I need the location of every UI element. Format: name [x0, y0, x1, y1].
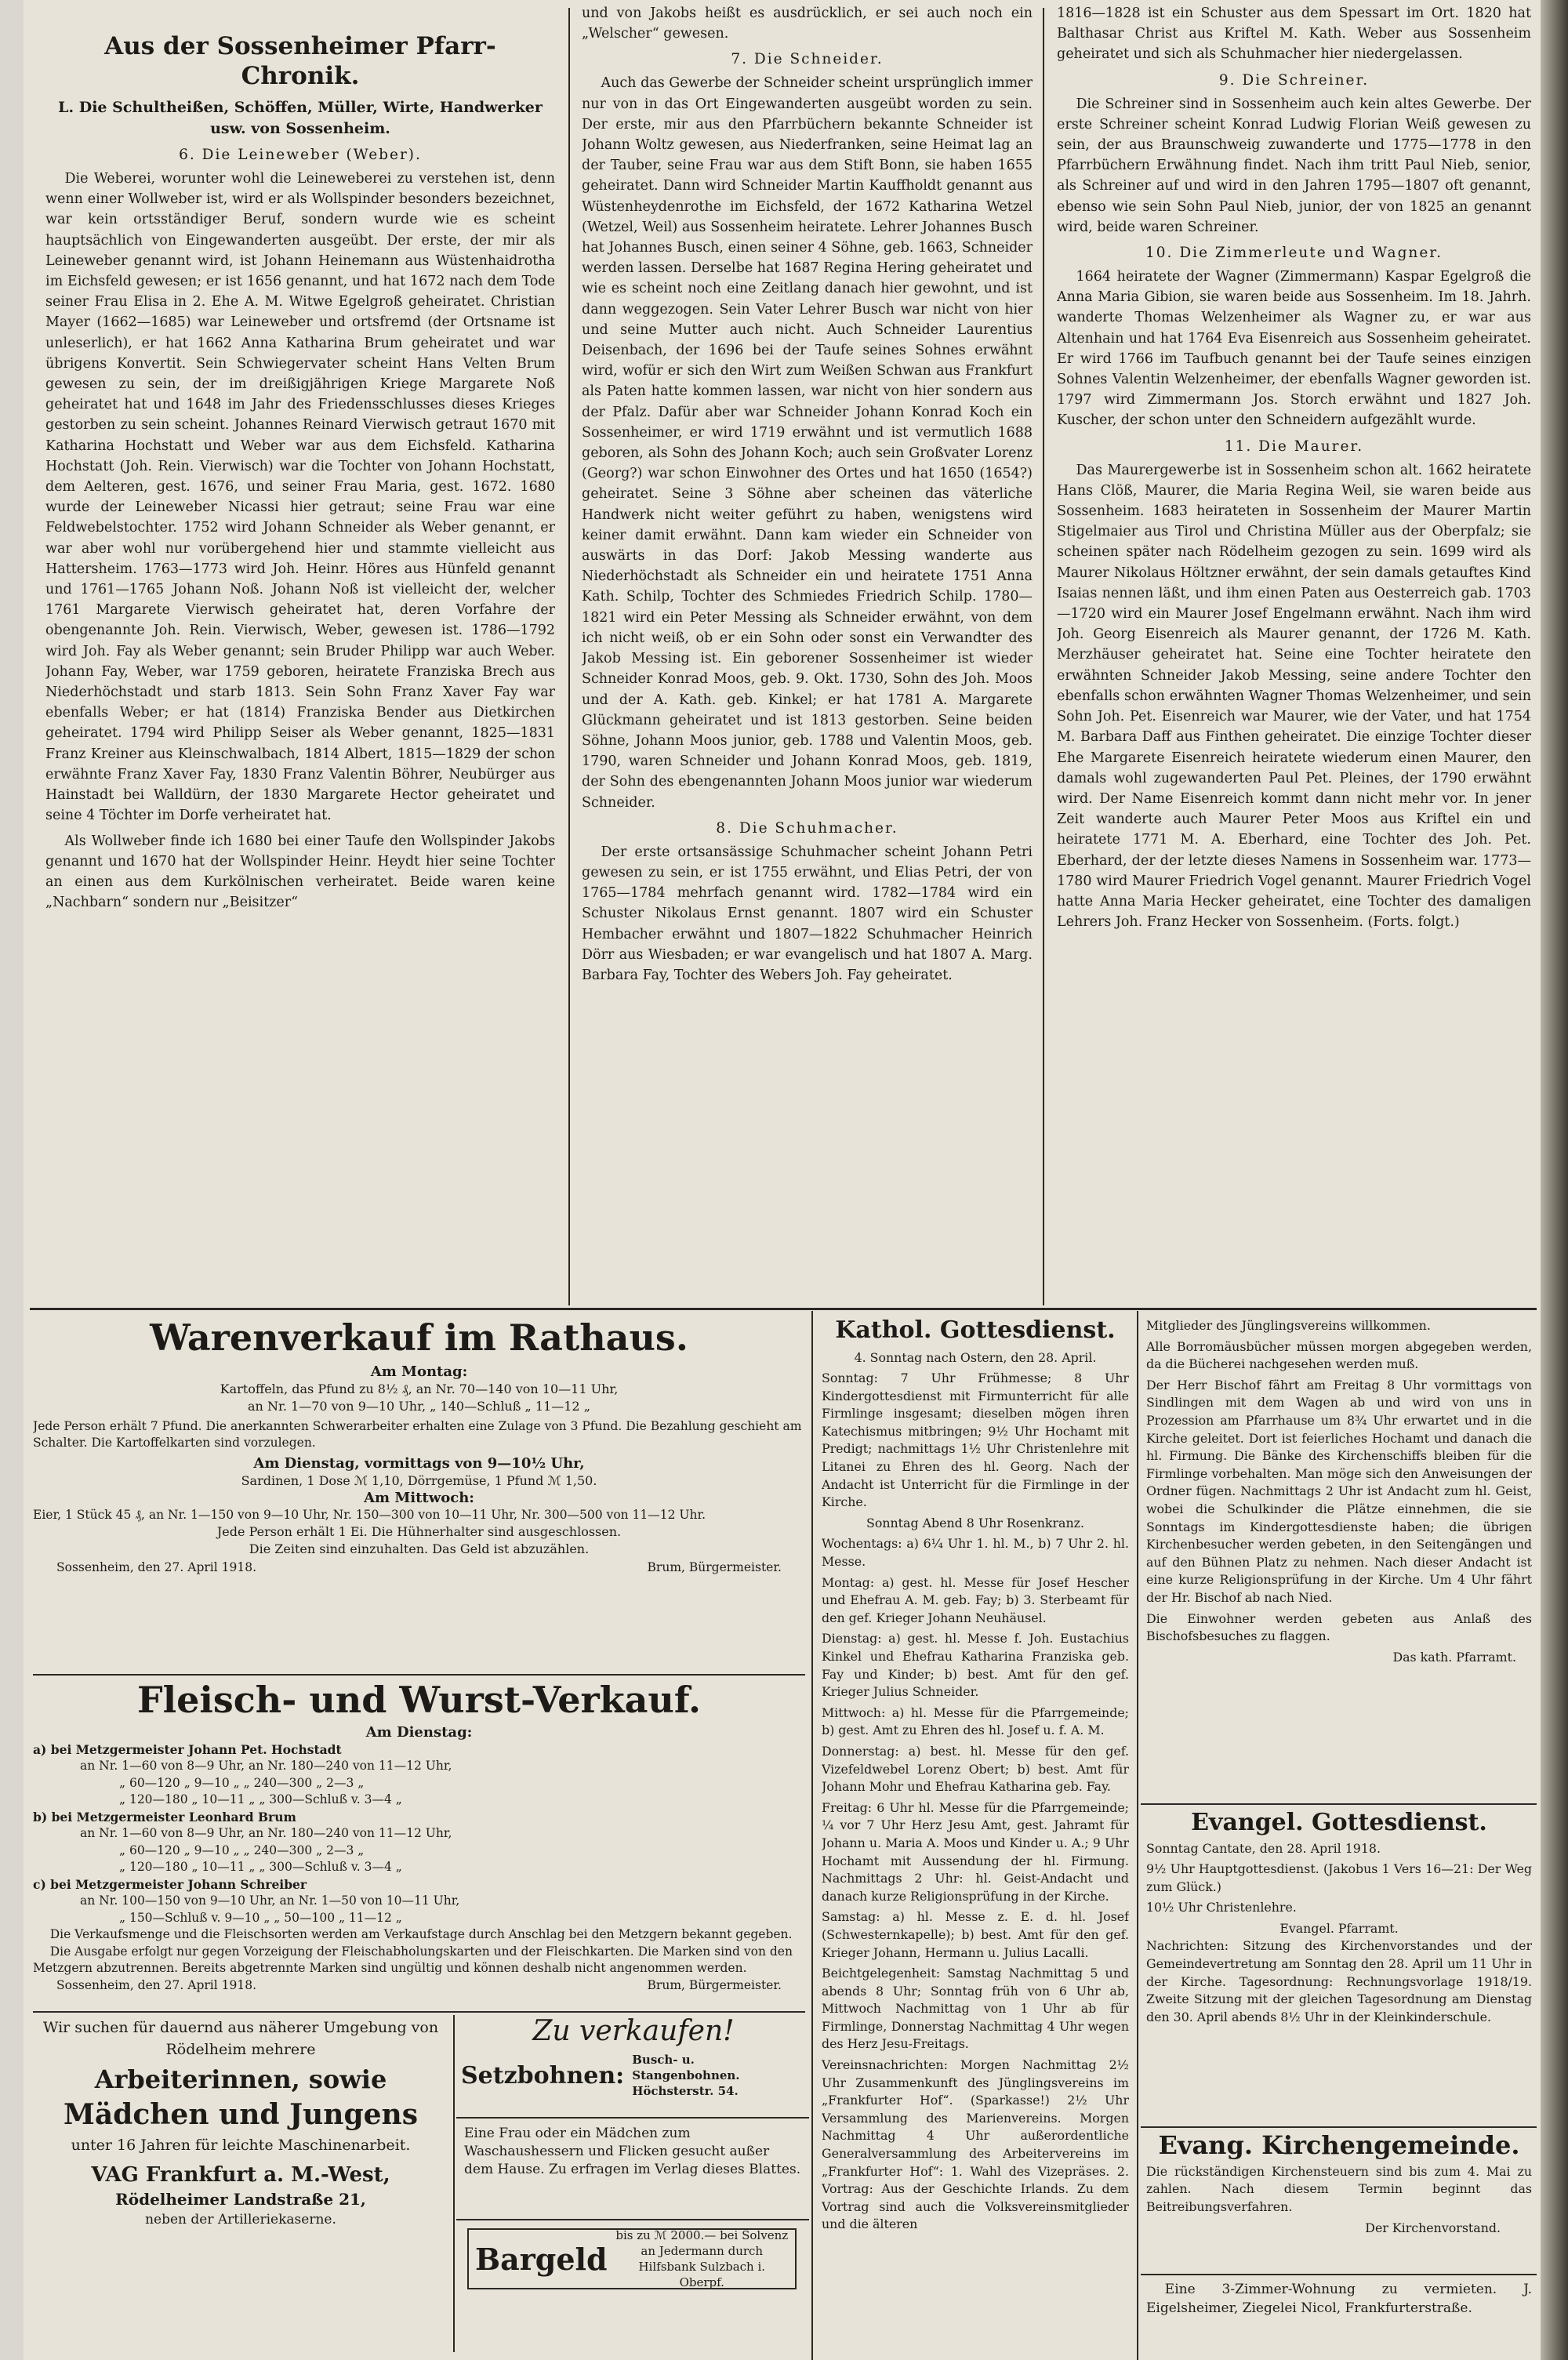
service-line: Wochentags: a) 6¼ Uhr 1. hl. M., b) 7 Uhr 2. hl. Messe. — [822, 1536, 1129, 1570]
column-rule — [568, 8, 570, 1305]
ad-headline: Bargeld — [475, 2241, 608, 2277]
ad-bohnen-row — [461, 2052, 806, 2099]
service-line: 10½ Uhr Christenlehre. — [1146, 1900, 1297, 1915]
ad-wohnung — [1146, 2280, 1532, 2355]
ad-line: „ 60—120 „ 9—10 „ „ 240—300 „ 2—3 „ — [119, 1775, 365, 1790]
ad-line: an Nr. 1—70 von 9—10 Uhr, „ 140—Schluß „ 11—12 „ — [248, 1398, 590, 1414]
ad-date: Sossenheim, den 27. April 1918. — [56, 1560, 257, 1575]
ad-warenverkauf — [33, 1317, 805, 1670]
ad-item: Setzbohnen: — [461, 2061, 625, 2090]
ad-line: Kartoffeln, das Pfund zu 8½ ₰, an Nr. 70—140 von 10—11 Uhr, — [220, 1381, 619, 1396]
ad-company: VAG Frankfurt a. M.-West, — [91, 2163, 390, 2188]
paragraph: Das Maurergewerbe ist in Sossenheim schon alt. 1662 heiratete Hans Clöß, Maurer, die Maria Regina Weil, sie waren beide aus Sossenheim. 1683 heirateten in Sossenheim der Maurer Martin Stigelmaier aus Tirol und Christina Müller aus der Oberpfalz; sie scheinen später nach Rödelheim gezogen zu sein. 1699 wird als Maurer Nikolaus Höltzner erwähnt, der sein damals getauftes Kind Isaias nennen läßt, und ihm einen Paten aus Oesterreich gab. 1703—1720 wird ein Maurer Josef Engelmann erwähnt. Nach ihm wird Joh. Georg Eisenreich als Maurer genannt, der 1726 M. Kath. Merzhäuser geheiratet hat. Seine eine Tochter heiratete den erwähnten Schneider Jakob Messing, seine andere Tochter den ebenfalls schon erwähnten Wagner Thomas Welzenheimer, und sein Sohn Joh. Pet. Eisenreich war Maurer, wie der Vater, und hat 1754 M. Barbara Daff aus Finthen geheiratet. Die einzige Tochter dieser Ehe Margarete Eisenreich heiratete wiederum einen Maurer, den damals wohl zugewanderten Paul Pet. Pleines, der 1790 erwähnt wird. Der Name Eisenreich kommt dann nicht mehr vor. In jener Zeit wanderte auch Maurer Peter Moos aus Kriftel ein und heiratete 1771 M. A. Eberhard, eine Tochter des Joh. Pet. Eberhard, der der letzte dieses Namens in Sossenheim war. 1773—1780 wird Maurer Friedrich Vogel genannt. Maurer Friedrich Vogel hatte Anna Maria Hecker geheiratet, eine Tochter des damaligen Lehrers Joh. Franz Hecker von Sossenheim. (Forts. folgt.) — [1057, 462, 1531, 931]
ad-text: Eine Frau oder ein Mädchen zum Waschaushessern und Flicken gesucht außer dem Hause. Zu erfragen im Verlag dieses Blattes. — [464, 2126, 801, 2177]
service-line: Nachrichten: Sitzung des Kirchenvorstandes und der Gemeindevertretung am Sonntag den 28. April um 11 Uhr in der Kirche. Tagesordnung: Rechnungsvorlage 1918/19. Zweite Sitzung mit der gleichen Tagesordnung am Dienstag den 30. April abends 8½ Uhr in der Kleinkinderschule. — [1146, 1938, 1532, 2024]
evang-gottesdienst — [1146, 1810, 1532, 2123]
ad-line: Jede Person erhält 1 Ei. Die Hühnerhalter sind ausgeschlossen. — [216, 1524, 622, 1540]
ad-note: Die Verkaufsmenge und die Fleischsorten werden am Verkaufstage durch Anschlag bei den Metzgern bekannt gegeben. — [49, 1927, 793, 1942]
ad-line: „ 60—120 „ 9—10 „ „ 240—300 „ 2—3 „ — [119, 1843, 365, 1857]
ad-line: neben der Artilleriekaserne. — [145, 2212, 336, 2228]
service-line: Vereinsnachrichten: Morgen Nachmittag 2½ Uhr Zusammenkunft des Jünglingsvereins im „Frankfurter Hof“. (Sparkasse!) 2½ Uhr Versammlung des Marienvereins. Morgen Nachmittag 4 Uhr außerordentliche Generalversammlung des Arbeitervereins im „Frankfurter Hof“: 1. Wahl des Vizepräses. 2. Vortrag: Aus der Geschichte Irlands. Zu dem Vortrag sind auch die Volksvereinsmitglieder und die älteren — [822, 2057, 1129, 2232]
column-rule — [1137, 1311, 1138, 2360]
evang-kirchengemeinde — [1146, 2131, 1532, 2272]
ad-butcher: a) bei Metzgermeister Johann Pet. Hochstadt — [33, 1741, 342, 1757]
service-line: Mitglieder des Jünglingsvereins willkommen. — [1146, 1318, 1431, 1333]
paragraph: 1664 heiratete der Wagner (Zimmermann) Kaspar Egelgroß die Anna Maria Gibion, sie waren beide aus Sossenheim. Im 18. Jahrh. wanderte Thomas Welzenheimer als Wagner zu, er war aus Altenhain und hat 1764 Eva Eisenreich aus Sossenheim geheiratet. Er wird 1766 im Taufbuch genannt bei der Taufe seines einzigen Sohnes Valentin Welzenheimer, der ebenfalls Wagner geworden ist. 1797 wird Zimmermann Jos. Storch erwähnt und 1827 Joh. Kuscher, der schon unter den Schneidern aufgezählt wurde. — [1057, 269, 1531, 429]
section-heading: 9. Die Schreiner. — [1218, 71, 1370, 89]
service-line: Mittwoch: a) hl. Messe für die Pfarrgemeinde; b) gest. Amt zu Ehren des hl. Josef u. f. A. M. — [822, 1705, 1129, 1738]
ad-headline: Zu verkaufen! — [532, 2015, 735, 2047]
section-title: Evang. Kirchengemeinde. — [1158, 2131, 1520, 2160]
ad-headline: Mädchen und Jungens — [63, 2097, 418, 2131]
ad-butcher: b) bei Metzgermeister Leonhard Brum — [33, 1809, 296, 1824]
ad-line: an Nr. 1—60 von 8—9 Uhr, an Nr. 180—240 von 11—12 Uhr, — [80, 1826, 452, 1841]
ad-headline: Arbeiterinnen, sowie — [94, 2064, 387, 2094]
ad-line: Eier, 1 Stück 45 ₰, an Nr. 1—150 von 9—10 Uhr, Nr. 150—300 von 10—11 Uhr, Nr. 300—500 von 11—12 Uhr. — [33, 1507, 706, 1522]
section-title: Kathol. Gottesdienst. — [835, 1317, 1116, 1344]
kath-gottesdienst-continued — [1146, 1317, 1532, 1799]
kath-gottesdienst — [822, 1317, 1129, 2356]
ad-note: Jede Person erhält 7 Pfund. Die anerkannten Schwerarbeiter erhalten eine Zulage von 3 Pfund. Die Bezahlung geschieht am Schalter. Die Kartoffelkarten sind vorzulegen. — [33, 1418, 802, 1450]
ad-zu-verkaufen — [461, 2015, 806, 2109]
chronicle-column-2 — [582, 3, 1033, 1305]
ad-line: unter 16 Jahren für leichte Maschinenarbeit. — [71, 2137, 411, 2155]
service-line: Beichtgelegenheit: Samstag Nachmittag 5 und abends 8 Uhr; Sonntag früh von 6 Uhr ab, Mittwoch Nachmittag von 1 Uhr ab für Firmlinge, Donnerstag Nachmittag 4 Uhr wegen des Herz Jesu-Freitags. — [822, 1966, 1129, 2052]
section-divider — [30, 1308, 1537, 1310]
article-title: Aus der Sossenheimer Pfarr-Chronik. — [104, 32, 496, 90]
service-line: Die Einwohner werden gebeten aus Anlaß des Bischofsbesuches zu flaggen. — [1146, 1610, 1532, 1644]
service-line: 4. Sonntag nach Ostern, den 28. April. — [854, 1349, 1097, 1365]
paragraph: Der erste ortsansässige Schuhmacher scheint Johann Petri gewesen zu sein, er ist 1755 erwähnt, und Elias Petri, der von 1765—1784 mehrfach genannt wird. 1782—1784 wird ein Schuster Nikolaus Ernst genannt. 1807 wird ein Schuster Hembacher erwähnt und 1807—1822 Schuhmacher Heinrich Dörr aus Wiesbaden; er war evangelisch und hat 1807 A. Marg. Barbara Fay, Tochter des Webers Joh. Fay geheiratet. — [582, 844, 1033, 983]
paragraph: Als Wollweber finde ich 1680 bei einer Taufe den Wollspinder Jakobs genannt und 1670 hat der Wollspinder Heinr. Heydt hier seine Tochter an einen aus dem Kurkölnischen verheiratet. Beide waren keine „Nachbarn“ sondern nur „Beisitzer“ — [45, 833, 555, 911]
section-heading: 10. Die Zimmerleute und Wagner. — [1145, 245, 1443, 262]
section-title: Evangel. Gottesdienst. — [1191, 1810, 1487, 1836]
column-rule — [811, 1311, 813, 2360]
ad-frau-gesucht — [464, 2125, 801, 2219]
ad-date: Sossenheim, den 27. April 1918. — [56, 1977, 257, 1992]
signature: Der Kirchenvorstand. — [1365, 2220, 1501, 2235]
service-line: Sonntag: 7 Uhr Frühmesse; 8 Uhr Kindergottesdienst mit Firmunterricht für alle Firmlinge insgesamt; dieselben mögen ihren Katechismus mitbringen; 9½ Uhr Hochamt mit Predigt; nachmittags 1½ Uhr Christenlehre mit Litanei zu Ehren des hl. Georg. Nach der Andacht ist Unterricht für die Firmlinge in der Kirche. — [822, 1371, 1129, 1510]
ad-item-detail: Busch- u. Stangenbohnen. Höchsterstr. 54. — [632, 2053, 740, 2099]
ad-line: Sardinen, 1 Dose ℳ 1,10, Dörrgemüse, 1 Pfund ℳ 1,50. — [241, 1472, 597, 1488]
ad-divider — [456, 2117, 809, 2119]
ad-title: Warenverkauf im Rathaus. — [150, 1317, 688, 1359]
page-fold-edge — [1541, 0, 1568, 2360]
ad-vag-jobs — [33, 2017, 448, 2346]
ad-divider — [1141, 2126, 1537, 2128]
ad-signer: Brum, Bürgermeister. — [647, 1977, 782, 1992]
paragraph: und von Jakobs heißt es ausdrücklich, er sei auch noch ein „Welscher“ gewesen. — [582, 5, 1033, 42]
ad-address: Rödelheimer Landstraße 21, — [115, 2190, 366, 2209]
signature: Das kath. Pfarramt. — [1392, 1649, 1516, 1665]
ad-line: „ 150—Schluß v. 9—10 „ „ 50—100 „ 11—12 „ — [119, 1910, 402, 1925]
section-heading: 7. Die Schneider. — [731, 51, 884, 68]
ad-divider — [453, 2015, 455, 2352]
ad-divider — [456, 2219, 809, 2220]
ad-divider — [33, 1674, 805, 1676]
paragraph: 1816—1828 ist ein Schuster aus dem Spessart im Ort. 1820 hat Balthasar Christ aus Kriftel M. Kath. Weber aus Sossenheim geheiratet und sich als Schuhmacher hier niedergelassen. — [1057, 5, 1531, 63]
section-heading: 6. Die Leineweber (Weber). — [179, 147, 422, 163]
paragraph: Auch das Gewerbe der Schneider scheint ursprünglich immer nur von in das Ort Eingewanderten ausgeübt worden zu sein. Der erste, mir aus den Pfarrbüchern bekannte Schneider ist Johann Woltz gewesen, aus Niederfranken, seine Heimat lag an der Tauber, seine Frau war aus dem Stift Bonn, sie haben 1655 geheiratet. Dann wird Schneider Martin Kauffholdt genannt aus Wüstenheydenrothe im Eichsfeld, der 1672 Katharina Wetzel (Wetzel, Weil) aus Sossenheim heiratete. Lehrer Johannes Busch hat Johannes Busch, einen seiner 4 Söhne, geb. 1663, Schneider werden lassen. Derselbe hat 1687 Regina Hering geheiratet und wie es scheint noch eine Zeitlang danach hier gewohnt, und ist dann weggezogen. Sein Vater Lehrer Busch war nicht von hier und seine Mutter auch nicht. Auch Schneider Laurentius Deisenbach, der 1696 bei der Taufe seines Sohnes erwähnt wird, wofür er sich den Wirt zum Weißen Schwan aus Frankfurt als Paten hatte kommen lassen, war nicht von hier sondern aus der Pfalz. Dafür aber war Schneider Johann Konrad Koch ein Sossenheimer, er wird 1719 erwähnt und ist vermutlich 1688 geboren, als Sohn des Johann Koch; auch sein Großvater Lorenz (Georg?) war schon Einwohner des Ortes und hat 1650 (1654?) geheiratet. Seine 3 Söhne aber scheinen das väterliche Handwerk nicht weiter geführt zu haben, wenigstens wird keiner damit erwähnt. Dann kam wieder ein Schneider von auswärts in das Dorf: Jakob Messing wanderte aus Niederhöchstadt als Schneider ein und heiratete 1751 Anna Kath. Schilp, Tochter des Schmiedes Friedrich Schilp. 1780—1821 wird ein Peter Messing als Schneider erwähnt, von dem ich nicht weiß, ob er ein Sohn oder sonst ein Verwandter des Jakob Messing ist. Ein geborener Sossenheimer ist wieder Schneider Konrad Moos, geb. 9. Okt. 1730, Sohn des Joh. Moos und der A. Kath. geb. Kinkel; er hat 1781 A. Margarete Glückmann geheiratet und ist 1813 gestorben. Seine beiden Söhne, Johann Moos junior, geb. 1788 und Valentin Moos, geb. 1790, waren Schneider und Johann Konrad Moos, geb. 1819, der Sohn des ebengenannten Johann Moos junior war wiederum Schneider. — [582, 75, 1033, 811]
article-subtitle: L. Die Schultheißen, Schöffen, Müller, Wirte, Handwerker usw. von Sossenheim. — [58, 99, 543, 137]
paragraph: Die Schreiner sind in Sossenheim auch kein altes Gewerbe. Der erste Schreiner scheint Konrad Ludwig Florian Weiß gewesen zu sein, der aus Braunschweig zuwanderte und 1775—1778 in den Pfarrbüchern Erwähnung findet. Nach ihm tritt Paul Nieb, senior, als Schreiner auf und wird in den Jahren 1795—1807 oft genannt, ebenso wie sein Sohn Paul Nieb, junior, der von 1825 an genannt wird, beide waren Schreiner. — [1057, 96, 1531, 235]
service-line: Alle Borromäusbücher müssen morgen abgegeben werden, da die Bücherei nachgesehen werden muß. — [1146, 1338, 1532, 1372]
service-line: Freitag: 6 Uhr hl. Messe für die Pfarrgemeinde; ¼ vor 7 Uhr Herz Jesu Amt, gest. Jahramt für Johann u. Maria A. Moos und Kinder u. A.; 9 Uhr Hochamt mit Aussendung der hl. Firmung. Nachmittags 2 Uhr: hl. Geist-Andacht und danach kurze Religionsprüfung in der Kirche. — [822, 1799, 1129, 1904]
ad-day-heading: Am Montag: — [370, 1363, 468, 1380]
notice-text: Eine 3-Zimmer-Wohnung zu vermieten. J. Eigelsheimer, Ziegelei Nicol, Frankfurterstraße. — [1146, 2282, 1532, 2316]
notice-text: Die rückständigen Kirchensteuern sind bis zum 4. Mai zu zahlen. Nach diesem Termin beginnt das Beitreibungsverfahren. — [1146, 2163, 1532, 2214]
section-heading: 11. Die Maurer. — [1224, 438, 1364, 455]
ad-fleisch-wurst — [33, 1679, 805, 2009]
ad-butcher: c) bei Metzgermeister Johann Schreiber — [33, 1876, 307, 1892]
service-line: Sonntag Cantate, den 28. April 1918. — [1146, 1840, 1381, 1856]
ad-line: Die Zeiten sind einzuhalten. Das Geld ist abzuzählen. — [249, 1541, 590, 1557]
ad-line: Wir suchen für dauernd aus näherer Umgebung von Rödelheim mehrere — [42, 2019, 439, 2058]
ad-signature — [33, 1558, 805, 1577]
ad-line: „ 120—180 „ 10—11 „ „ 300—Schluß v. 3—4 „ — [119, 1860, 402, 1875]
ad-divider — [1141, 1803, 1537, 1805]
service-line: 9½ Uhr Hauptgottesdienst. (Jakobus 1 Vers 16—21: Der Weg zum Glück.) — [1146, 1861, 1532, 1894]
service-line: Sonntag Abend 8 Uhr Rosenkranz. — [866, 1515, 1084, 1530]
ad-title: Fleisch- und Wurst-Verkauf. — [136, 1679, 702, 1721]
ad-signature — [33, 1977, 805, 1995]
ad-line: „ 120—180 „ 10—11 „ „ 300—Schluß v. 3—4 „ — [119, 1792, 402, 1807]
ad-day-heading: Am Dienstag, vormittags von 9—10½ Uhr, — [253, 1454, 585, 1472]
service-line: Montag: a) gest. hl. Messe für Josef Hescher und Ehefrau A. M. geb. Fay; b) 3. Sterbeamt für den gef. Krieger Johann Neuhäusel. — [822, 1574, 1129, 1625]
ad-line: an Nr. 1—60 von 8—9 Uhr, an Nr. 180—240 von 11—12 Uhr, — [80, 1759, 452, 1774]
ad-line: an Nr. 100—150 von 9—10 Uhr, an Nr. 1—50 von 10—11 Uhr, — [80, 1893, 460, 1908]
ad-divider — [1141, 2274, 1537, 2275]
service-line: Dienstag: a) gest. hl. Messe f. Joh. Eustachius Kinkel und Ehefrau Katharina Franziska geb. Fay und Kinder; b) best. Amt für den gef. Krieger Julius Schneider. — [822, 1631, 1129, 1700]
service-line: Samstag: a) hl. Messe z. E. d. hl. Josef (Schwesternkapelle); b) best. Amt für den gef. Krieger Johann, Hermann u. Julius Lacalli. — [822, 1909, 1129, 1960]
ad-day-heading: Am Dienstag: — [365, 1723, 473, 1741]
ad-note: Die Ausgabe erfolgt nur gegen Vorzeigung der Fleischabholungskarten und der Fleischkarten. Die Marken sind von den Metzgern abzutrennen. Bereits abgetrennte Marken sind ungültig und können deshalb nicht angenommen werden. — [33, 1944, 793, 1976]
ad-text: bis zu ℳ 2000.— bei Solvenz an Jedermann durch Hilfsbank Sulzbach i. Oberpf. — [615, 2228, 789, 2289]
service-line: Der Herr Bischof fährt am Freitag 8 Uhr vormittags von Sindlingen mit dem Wagen ab und wird von uns in Prozession am Pfarrhause um 8¾ Uhr erwartet und in die Kirche geleitet. Dort ist feierliches Hochamt und danach die hl. Firmung. Die Bänke des Kirchenschiffs bleiben für die Firmlinge vorbehalten. Man möge sich den Anweisungen der Ordner fügen. Nachmittags 2 Uhr ist Andacht zum hl. Geist, wobei die Schulkinder die Plätze einnehmen, die sie Sonntags im Kindergottesdienste haben; die übrigen Kirchenbesucher werden gebeten, in den Seitengängen und auf den Bühnen Platz zu nehmen. Nach dieser Andacht ist eine kurze Religionsprüfung in der Kirche. Um 4 Uhr fährt der Hr. Bischof ab nach Nied. — [1146, 1377, 1532, 1605]
ad-bargeld — [467, 2228, 797, 2289]
signature: Evangel. Pfarramt. — [1279, 1920, 1399, 1936]
service-line: Donnerstag: a) best. hl. Messe für den gef. Vizefeldwebel Lorenz Obert; b) best. Amt für Johann Mohr und Ehefrau Katharina geb. Fay. — [822, 1743, 1129, 1795]
section-heading: 8. Die Schuhmacher. — [716, 819, 898, 837]
chronicle-column-1 — [45, 31, 555, 1302]
chronicle-column-3 — [1057, 3, 1531, 1305]
ad-day-heading: Am Mittwoch: — [364, 1489, 474, 1506]
ad-signer: Brum, Bürgermeister. — [647, 1560, 782, 1575]
ad-divider — [33, 2011, 805, 2013]
newspaper-page — [24, 0, 1541, 2360]
paragraph: Die Weberei, worunter wohl die Leineweberei zu verstehen ist, denn wenn einer Wollweber ist, wird er als Wollspinder besonders bezeichnet, war kein ortsständiger Beruf, sondern wurde wie es scheint hauptsächlich von Eingewanderten ausgeübt. Der erste, der mir als Leineweber genannt wird, ist Johann Heinemann aus Wüstenhaidrotha im Eichsfeld gewesen; er ist 1656 genannt, und hat 1672 nach dem Tode seiner Frau Elisa in 2. Ehe A. M. Witwe Egelgroß geheiratet. Christian Mayer (1662—1685) war Leineweber und ortsfremd (der Ortsname ist unleserlich), er hat 1662 Anna Katharina Brum geheiratet und war übrigens Konvertit. Sein Schwiegervater scheint Hans Velten Brum gewesen zu sein, der im dreißigjährigen Kriege Margarete Noß geheiratet hat und 1648 im Jahr des Friedensschlusses dieses Krieges gestorben zu sein scheint. Johannes Reinard Vierwisch getraut 1670 mit Katharina Hochstatt und Weber war aus dem Eichsfeld. Katharina Hochstatt (Joh. Rein. Vierwisch) war die Tochter von Johann Hochstatt, dem Aelteren, gest. 1676, und seiner Frau Maria, gest. 1672. 1680 wurde der Leineweber Nicassi hier getraut; seine Frau war eine Feldwebelstochter. 1752 wird Johann Schneider als Weber genannt, er war aber wohl nur vorübergehend hier und stammte vielleicht aus Hattersheim. 1763—1773 wird Joh. Heinr. Höres aus Hünfeld genannt und 1761—1765 Johann Noß. Johann Noß ist vielleicht der, welcher 1761 Margarete Vierwisch geheiratet hat, deren Vorfahre der obengenannte Joh. Rein. Vierwisch, Weber, gewesen ist. 1786—1792 wird Joh. Fay als Weber genannt; sein Bruder Philipp war auch Weber. Johann Fay, Weber, war 1759 geboren, heiratete Franziska Brech aus Niederhöchstadt und starb 1813. Sein Sohn Franz Xaver Fay war ebenfalls Weber; er hat (1814) Franziska Bender aus Dietkirchen geheiratet. 1794 wird Philipp Seiser als Weber genannt, 1825—1831 Franz Kreiner aus Kleinschwalbach, 1814 Albert, 1815—1829 der schon erwähnte Franz Xaver Fay, 1830 Franz Valentin Böhrer, Neubürger aus Hainstadt bei Walldürn, der 1830 Margarete Hector geheiratet und seine 4 Töchter im Dorfe verheiratet hat. — [45, 171, 555, 824]
column-rule — [1043, 8, 1044, 1305]
